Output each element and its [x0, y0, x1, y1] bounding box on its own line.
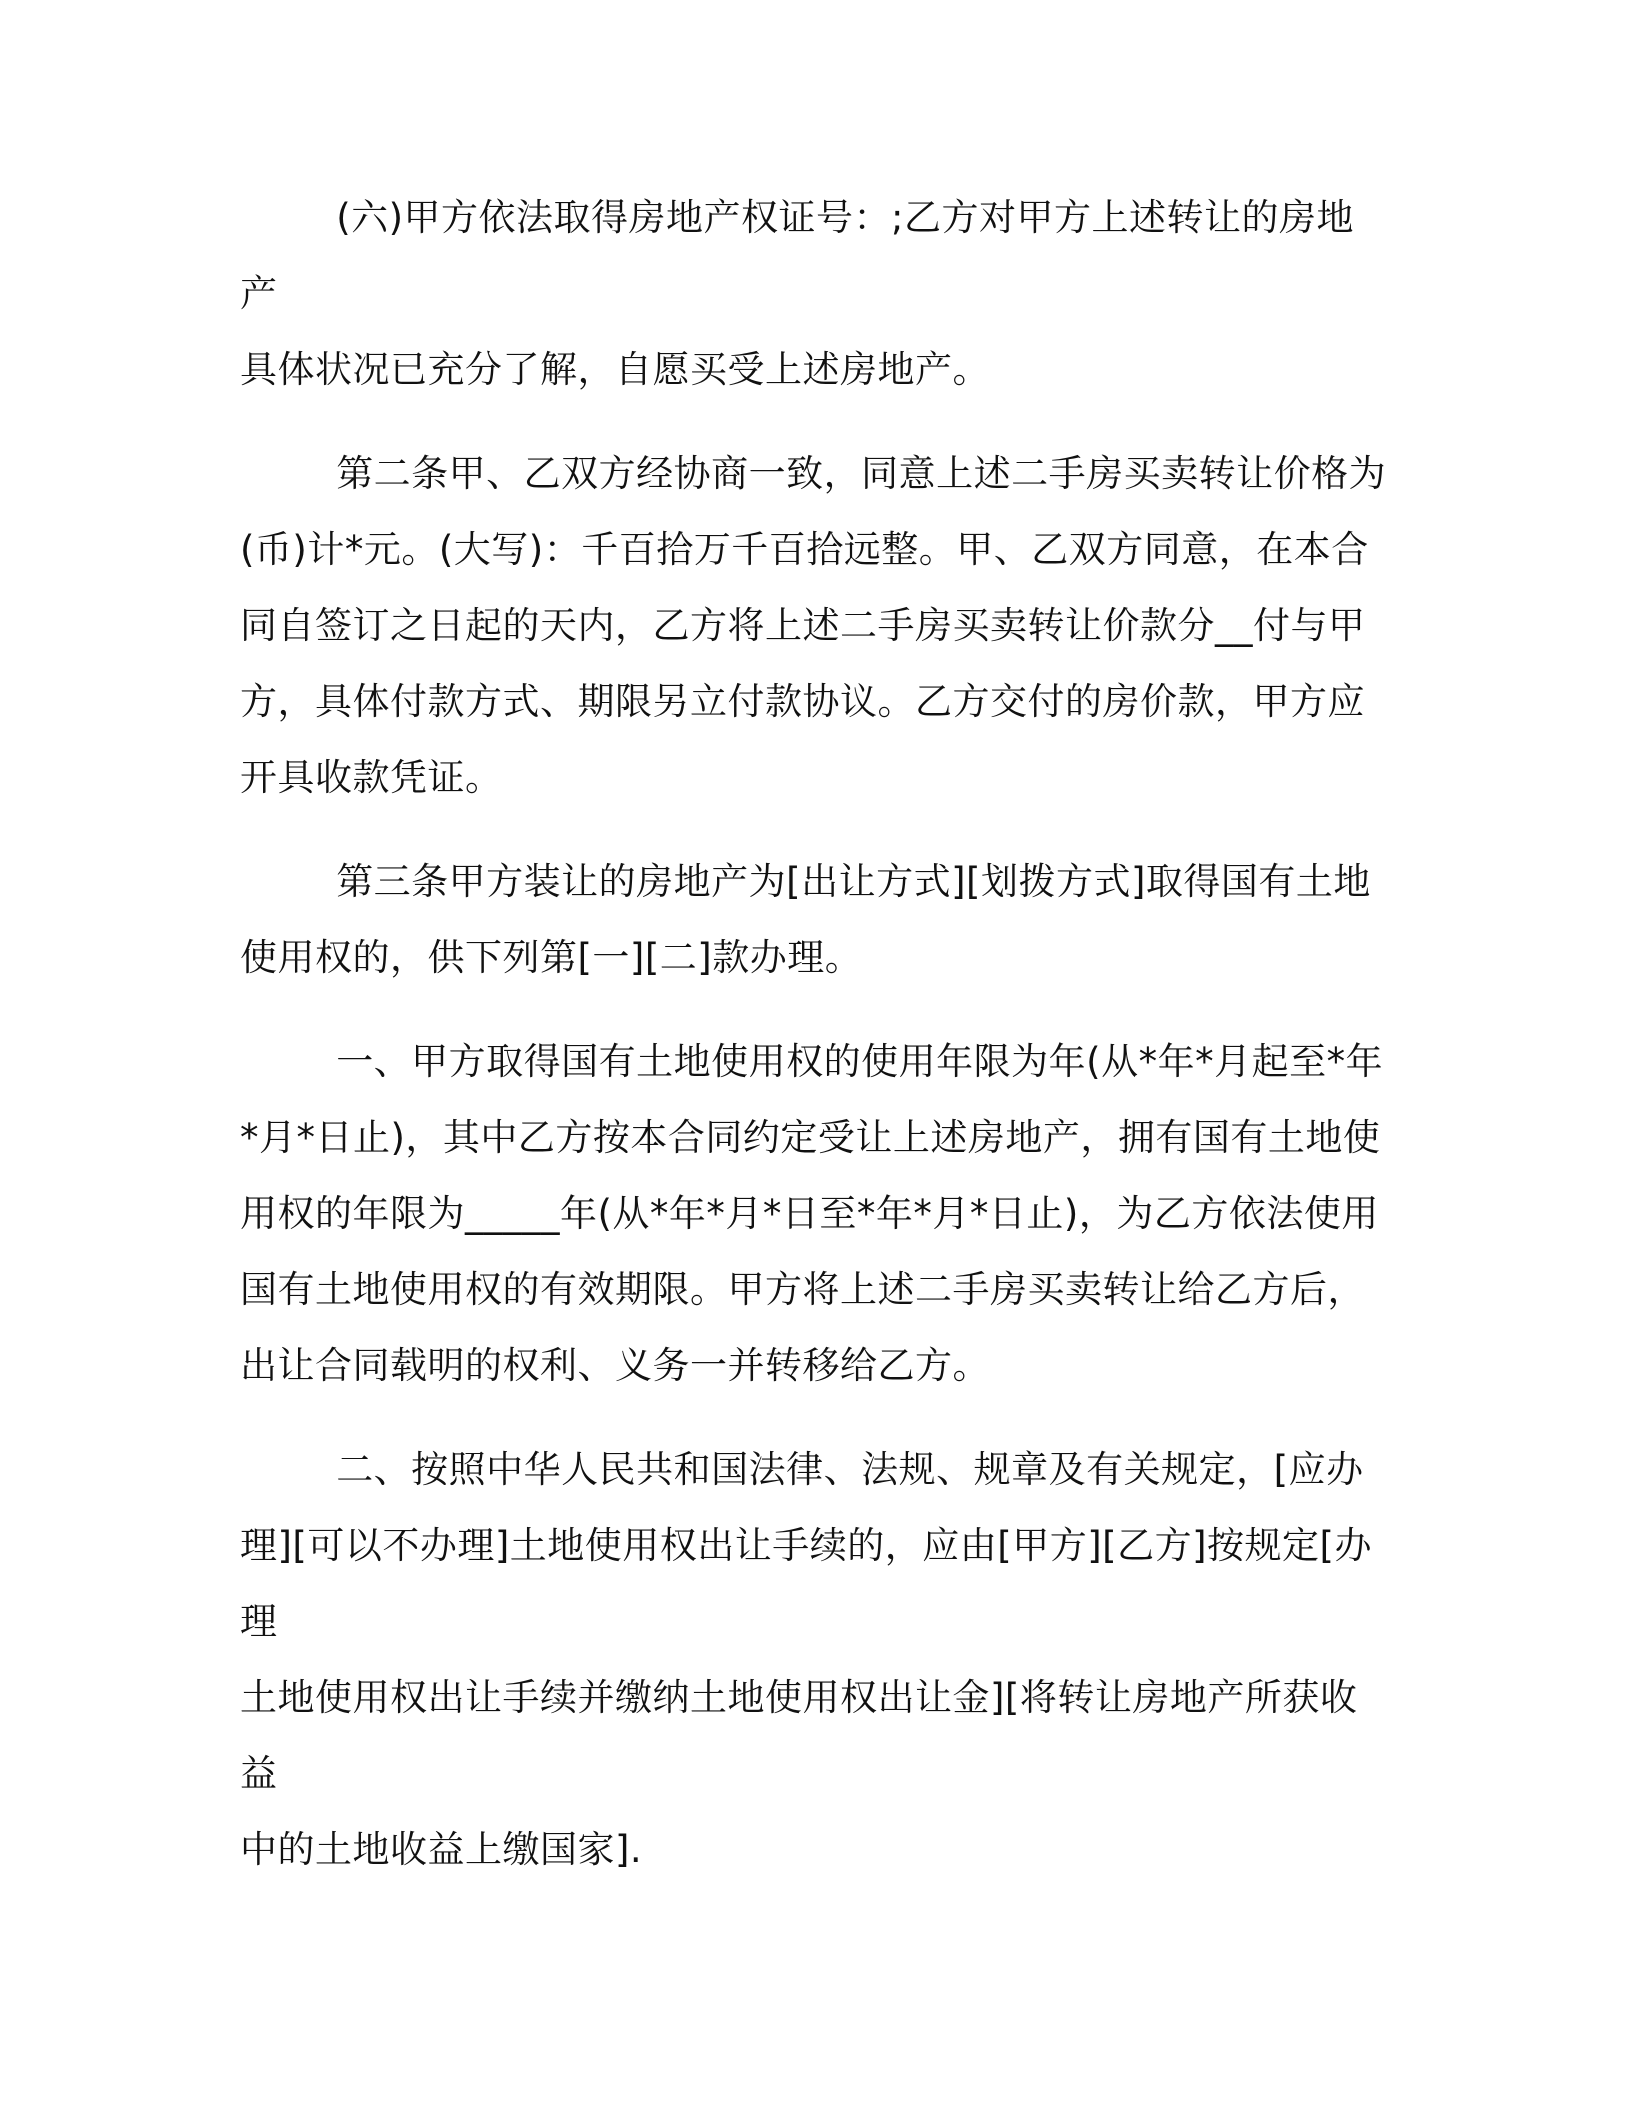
paragraph-clause-1-term: 一、甲方取得国有土地使用权的使用年限为年(从*年*月起至*年 *月*日止)，其中乙方按本合同约定受让上述房地产，拥有国有土地使 用权的年限为_____年(从*年*月*日至*年*月*日止)，为乙方依法使用 国有土地使用权的有效期限。甲方将上述二手房买卖转让给乙方后， 出让合同载明的权利、义务一并转移给乙方。	[240, 1040, 1384, 1387]
paragraph-clause-2-procedures: 二、按照中华人民共和国法律、法规、规章及有关规定，[应办 理][可以不办理]土地使用权出让手续的，应由[甲方][乙方]按规定[办理 土地使用权出让手续并缴纳土地使用权出让金][将转让房地产所获收益 中的土地收益上缴国家].	[240, 1448, 1372, 1871]
paragraph-article-3-land-use: 第三条甲方装让的房地产为[出让方式][划拨方式]取得国有土地 使用权的，供下列第[一][二]款办理。	[240, 860, 1371, 979]
contract-text	[240, 180, 1390, 1916]
paragraph-property-certificate: (六)甲方依法取得房地产权证号：;乙方对甲方上述转让的房地产 具体状况已充分了解，自愿买受上述房地产。	[240, 196, 1355, 391]
paragraph-article-2-price: 第二条甲、乙双方经协商一致，同意上述二手房买卖转让价格为 (币)计*元。(大写)：千百拾万千百拾远整。甲、乙双方同意，在本合 同自签订之日起的天内，乙方将上述二手房买卖转让价款分__付与甲 方，具体付款方式、期限另立付款协议。乙方交付的房价款，甲方应 开具收款凭证。	[240, 452, 1387, 799]
